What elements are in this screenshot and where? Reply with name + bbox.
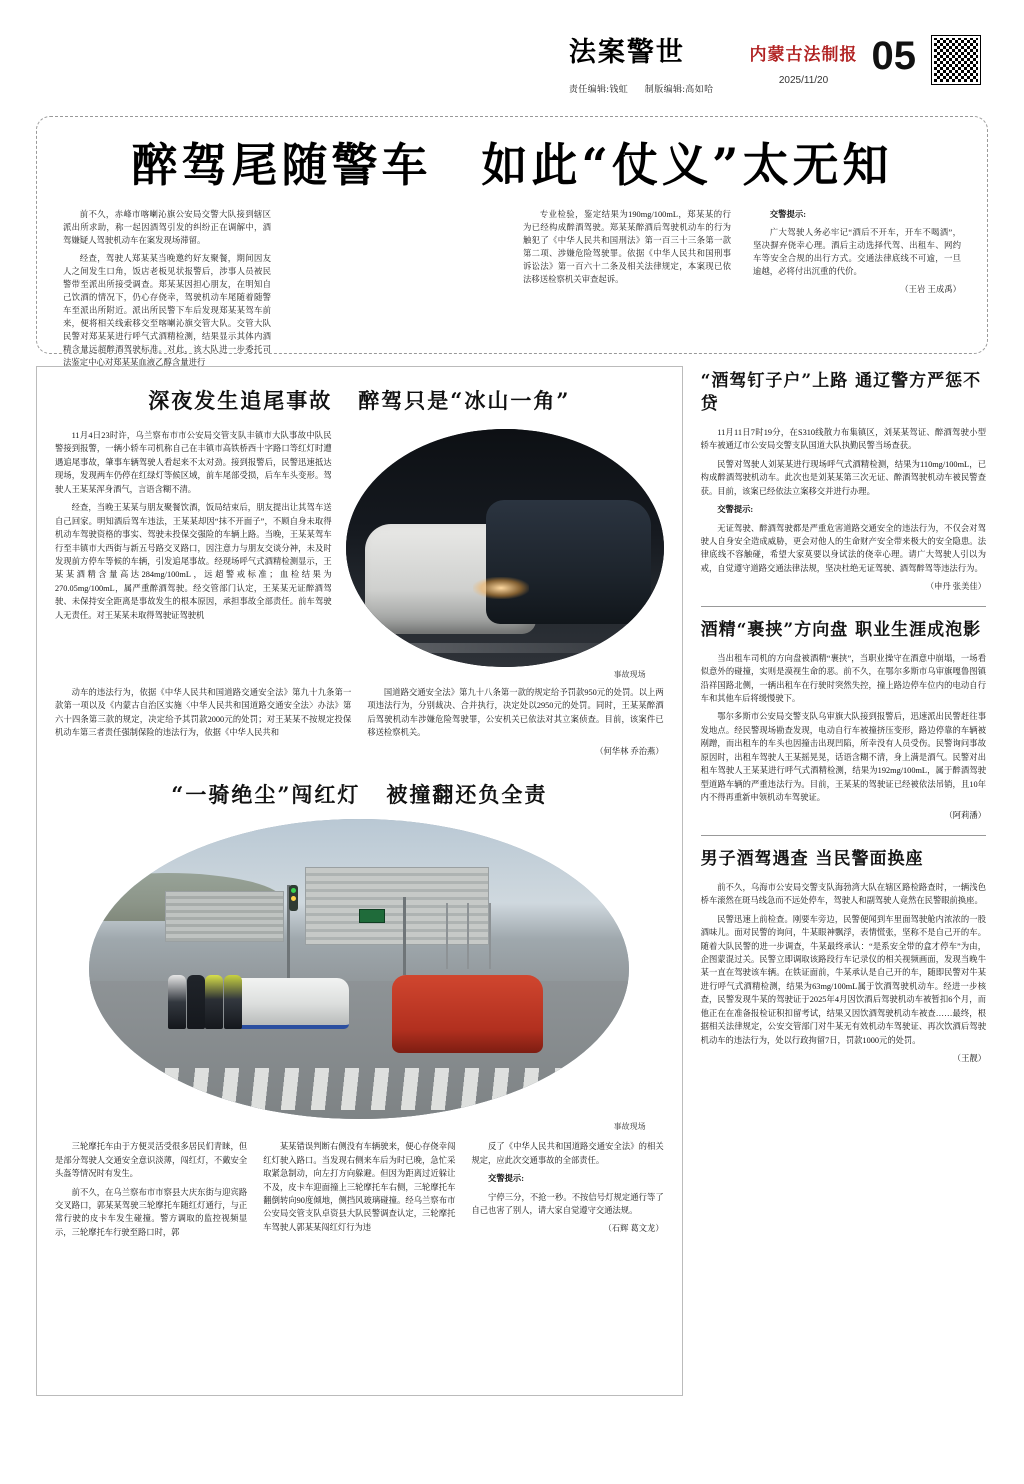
masthead-middle: [750, 34, 858, 86]
article2-photo-caption: 事故现场: [613, 1122, 646, 1132]
article2-para: 三轮摩托车由于方便灵活受很多居民们青睐，但是部分驾驶人交通安全意识淡薄，闯红灯，不戴安全头盔等情况时有发生。: [55, 1142, 248, 1179]
article1-top: [55, 429, 664, 680]
right-article3-byline: （王靓）: [952, 1054, 986, 1064]
section-title: 法案警世: [568, 37, 685, 68]
credit-editor: 责任编辑:钱虹: [568, 83, 629, 94]
article2-title-b: 被撞翻还负全责: [386, 782, 548, 808]
right-article1-body: [701, 426, 986, 594]
article2-col2: [263, 1140, 455, 1244]
lead-article: [36, 116, 988, 368]
lead-tip-title: 交警提示:: [769, 209, 807, 219]
article1-col3: [367, 686, 663, 763]
right-column: [699, 366, 988, 1396]
article1-col2: [55, 686, 351, 763]
article1-title-b: 醉驾只是“冰山一角”: [358, 388, 571, 413]
lead-para: 前不久，赤峰市喀喇沁旗公安局交警大队接到辖区派出所求助，称一起因酒驾引发的纠纷正在调解中，酒驾嫌疑人驾驶机动车在案发现场滞留。: [63, 209, 271, 245]
article1-para: 11月4日23时许，乌兰察布市市公安局交管支队丰镇市大队事故中队民警接到报警，一辆小轿车司机称自己在丰镇市高铁桥西十字路口等红灯时遭遇追尾事故，肇事车辆驾驶人看起来不太对劲。接到报警后，民警迅速抵达现场，发现两车仍停在红绿灯等候区域，前车尾部受损，后车车头变形。驾驶人王某某浑身酒气，言语含糊不清。: [55, 431, 332, 494]
lead-headline: 醉驾尾随警车 如此“仗义”太无知: [131, 138, 893, 192]
right-article1-para: 民警对驾驶人刘某某进行现场呼气式酒精检测，结果为110mg/100mL，已构成醉酒驾驶机动车。此次也是刘某某第三次无证、醉酒驾驶机动车被民警查获。目前，该案已经依法立案移交并进行办理。: [700, 459, 986, 496]
article1-byline: （何华林 乔治燕）: [595, 746, 664, 756]
right-article2-para: 鄂尔多斯市公安局交警支队乌审旗大队接到报警后，迅速派出民警赶往事发地点。经民警现场勘查发现，电动自行车被撞挤压变形，路边停靠的车辆被剐蹭，而出租车的车头也因撞击出现凹陷，所幸没有人员受伤。民警询问事故原因时，出租车驾驶人王某摇晃晃，话语含糊不清，身上满是酒气。民警对出租车驾驶人王某某进行呼气式酒精检测，结果为192mg/100mL，属于醉酒驾驶型道路车辆的严重违法行为。目前，王某某的驾驶证已经被依法吊销，且10年内不得再重新申领机动车驾驶证。: [700, 712, 986, 802]
right-article3-title: 男子酒驾遇查 当民警面换座: [700, 848, 924, 869]
masthead-credits: [569, 82, 728, 95]
right-article1-tip-title: 交警提示:: [717, 505, 754, 515]
right-article2-para: 当出租车司机的方向盘被酒精“裹挟”，当职业操守在酒意中崩塌，一场看似意外的碰撞，实则是漠视生命的恶。前不久，在鄂尔多斯市乌审旗嘎鲁图镇沿祥国路北侧，一辆出租车在行驶时突然失控，撞上路边停车位内的电动自行车和其他车后将缓慢驶下。: [700, 653, 986, 703]
lead-column-4: [753, 208, 961, 374]
paper-name: 内蒙古法制报: [749, 45, 858, 65]
article2-col1: [55, 1140, 247, 1244]
lead-tip-body: 广大驾驶人务必牢记“酒后不开车，开车不喝酒”，坚决摒弃侥幸心理。酒后主动选择代驾、出租车、网约车等安全合规的出行方式。交通法律底线不可逾，一旦逾越，必将付出沉重的代价。: [753, 227, 961, 276]
article1-para: 动车的违法行为，依据《中华人民共和国道路交通安全法》第九十九条第一款第一项以及《内蒙古自治区实施〈中华人民共和国道路交通安全法〉办法》第六十四条第三款的规定，决定给予其罚款2000元的处罚；对王某某不按规定投保机动车第三者责任强制保险的违法行为，依据《中华人民共和: [55, 688, 352, 738]
right-article2-byline: （阿莉潘）: [944, 811, 986, 821]
article2-title: [55, 779, 664, 809]
night-rear-end-crash-photo: [346, 429, 664, 667]
right-article1-title: “酒驾钉子户”上路 通辽警方严惩不贷: [700, 371, 982, 414]
lead-columns: [63, 208, 961, 374]
article-rear-end-crash: [55, 383, 664, 763]
article1-bottom-columns: [55, 686, 664, 763]
article2-byline: （石辉 葛文龙）: [603, 1224, 664, 1234]
right-article3-para: 民警迅速上前检查。刚要车旁边，民警便闻到车里面驾驶舱内浓浓的一股酒味儿。面对民警的询问，牛某眼神飘浮，表情慌张，坚称不是自己开的车。随着大队民警的进一步调查，牛某最终承认：“是系安全带的盒才停车”为由，企图蒙混过关。民警立即调取该路段行车记录仪的相关视频画面，发现当晚牛某一直在驾驶该车辆。在铁证面前，牛某承认是自己开的车，随即民警对牛某进行呼气式酒精检测，结果为63mg/100mL属于饮酒驾驶机动车。经进一步核查，民警发现牛某的驾驶证于2025年4月因饮酒后驾驶机动车被暂扣6个月，而他正在在准备报检证积扣留考试，结果又因饮酒驾驶机动车被查……最终，根据相关法律规定，公安交管部门对牛某无有效机动车驾驶证、再次饮酒后驾驶机动车的违法行为，处以行政拘留7日，罚款1000元的处罚。: [700, 914, 986, 1045]
lead-para: 专业检验，鉴定结果为190mg/100mL，郑某某的行为已经构成醉酒驾驶。郑某某醉酒后驾驶机动车的行为触犯了《中华人民共和国刑法》第一百三十三条第一款第二项、涉嫌危险驾驶罪。依据《中华人民共和国刑事诉讼法》第一百六十二条及相关法律规定，本案现已依法移送检察机关审查起诉。: [523, 209, 731, 284]
right-article3-para: 前不久，乌海市公安局交警支队海勃湾大队在辖区路检路查时，一辆浅色桥车滚然在斑马线急而不远处停车，驾驶人和副驾驶人竟然在民警眼前换座。: [700, 882, 986, 906]
lead-byline: （王岩 王成禹）: [900, 284, 961, 294]
article2-para: 反了《中华人民共和国道路交通安全法》的相关规定，应此次交通事故的全部责任。: [471, 1142, 664, 1165]
intersection-crash-photo: [89, 819, 629, 1119]
article2-col3: [471, 1140, 663, 1244]
article2-columns: [55, 1140, 664, 1244]
article1-photo-block: [346, 429, 664, 680]
lead-column-3: [523, 208, 731, 374]
article2-para: 某某错误判断右侧没有车辆驶来，便心存侥幸闯红灯驶入路口。当发现右侧来车后为时已晚，急忙采取紧急制动，向左打方向躲避。但因为距离过近躲让不及，皮卡车迎面撞上三轮摩托车右侧，三轮摩托车翻倒转向90度倾地，侧挡风玻璃碰撞。经乌兰察布市公安局交管支队卓资县大队民警调查认定，三轮摩托车驾驶人郭某某闯红灯行为违: [263, 1142, 456, 1232]
left-column: [36, 366, 683, 1396]
lead-column-1: [63, 208, 271, 374]
right-article-taxi-driver: [701, 619, 986, 823]
right-article2-body: [701, 652, 986, 823]
article2-title-a: “一骑绝尘”闯红灯: [171, 782, 361, 808]
article2-para: 前不久，在乌兰察布市市察县大庆东街与迎宾路交叉路口，郭某某驾驶三轮摩托车随红灯通行，与正常行驶的皮卡车发生碰撞。警方调取的监控视频显示，三轮摩托车行驶至路口时，郭: [55, 1187, 248, 1237]
masthead: [36, 34, 988, 108]
lead-column-2: [293, 208, 501, 374]
qr-code-icon[interactable]: [932, 36, 980, 84]
article1-photo-caption: 事故现场: [613, 670, 646, 679]
publish-date: 2025/11/20: [778, 75, 829, 86]
right-article2-title: 酒精“裹挟”方向盘 职业生涯成泡影: [700, 619, 982, 640]
credit-layout: 制版编辑:高如哈: [644, 83, 714, 94]
right-article1-para: 11月11日7时19分，在S310线散力布集镇区，刘某某驾证、醉酒驾驶小型轿车被通辽市公安局交警支队国道大队执勤民警当场查获。: [700, 427, 986, 451]
divider: [701, 835, 986, 836]
article2-tip-body: 宁停三分，不抢一秒。不按信号灯规定通行等了自己也害了别人，请大家自觉遵守交通法规。: [471, 1192, 664, 1215]
article1-col1: [55, 429, 332, 680]
article2-tip-title: 交警提示:: [488, 1174, 524, 1184]
page-body: [36, 366, 988, 1396]
right-article3-body: [701, 881, 986, 1066]
right-article1-tip-body: 无证驾驶、醉酒驾驶都是严重危害道路交通安全的违法行为，不仅会对驾驶人自身安全造成威胁，更会对他人的生命财产安全带来极大的安全隐患。法律底线不容触碰，希望大家莫要以身试法的侥幸心理。请广大驾驶人引以为戒，自觉遵守道路交通法律法规，坚决杜绝无证驾驶、酒驾醉驾等违法行为。: [700, 523, 986, 573]
article1-para: 经查，当晚王某某与朋友聚餐饮酒，饭局结束后，朋友提出让其驾车送自己回家。明知酒后驾车违法，王某某却因“抹不开面子”，不顾自身未取得机动车驾驶资格的事实、驾驶未投保交强险的车辆上路。当晚，王某某驾车行至丰镇市大西街与新五号路交叉路口，因注意力与朋友交谈分神，未及时发现前方停车等候的车辆，引发追尾事故。经现场呼气式酒精检测显示，王某某酒精含量高达284mg/100mL，远超警戒标准；血检结果为270.05mg/100mL，属严重醉酒驾驶。经交管部门认定，王某某无证醉酒驾驶、未保持安全距离是事故发生的根本原因，承担事故全部责任。前车驾驶人无责任。对王某某未取得驾驶证驾驶机: [55, 503, 332, 620]
right-article-drunk-repeat-offender: [701, 370, 986, 594]
article1-para: 国道路交通安全法》第九十八条第一款的规定给予罚款950元的处罚。以上两项违法行为，分别裁决、合并执行，决定处以2950元的处罚。同时，王某某醉酒后驾驶机动车涉嫌危险驾驶罪，公安机关已依法对其立案侦查。目前，该案件已移送检察机关。: [367, 688, 664, 738]
page-number: 05: [871, 34, 916, 78]
divider: [701, 606, 986, 607]
lead-para: 经查，驾驶人郑某某当晚邀约好友聚餐，期间因友人之间发生口角，饭店老板见状报警后，涉事人员被民警带至派出所接受调查。郑某某因担心朋友，在明知自己饮酒的情况下，仍心存侥幸，驾驶机动车尾随着随警车至派出所附近。派出所民警下车后发现郑某某驾车前来，便将相关线索移交至喀喇沁旗交管大队。交管大队民警对郑某某进行呼气式酒精检测，结果显示其体内酒精含量远超醉酒驾驶标准。对此，该大队进一步委托司法鉴定中心对郑某某血液乙醇含量进行: [63, 253, 271, 368]
article-red-light-crash: [55, 763, 664, 1244]
right-article1-byline: （申丹 张美佳）: [925, 582, 986, 592]
right-article-seat-swap: [701, 848, 986, 1066]
article1-title-a: 深夜发生追尾事故: [148, 388, 333, 413]
masthead-left: [569, 34, 728, 95]
article1-title: [55, 385, 664, 415]
